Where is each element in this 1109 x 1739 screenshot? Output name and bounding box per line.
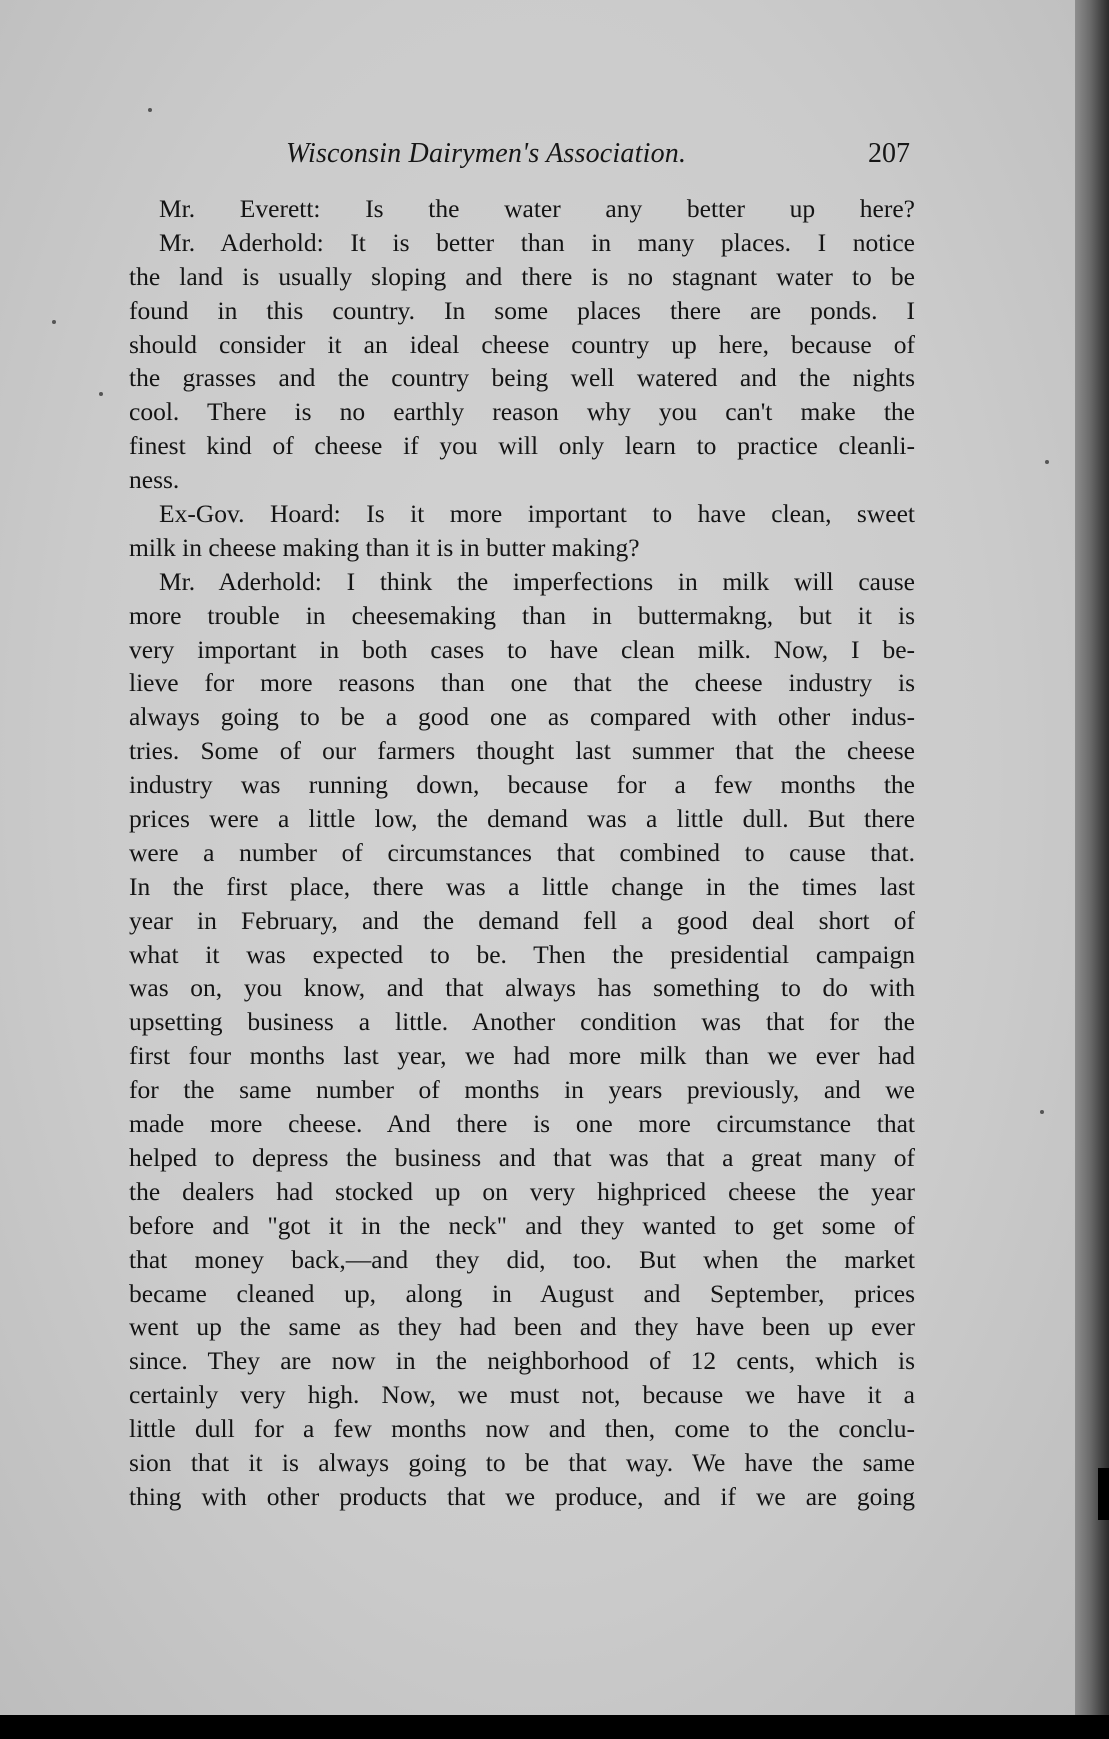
text-line: that money back,—and they did, too. But when the market — [129, 1244, 915, 1274]
text-line: the land is usually sloping and there is no stagnant water to be — [129, 261, 915, 291]
text-line: Mr. Aderhold: I think the imperfections in milk will cause — [159, 566, 915, 596]
text-line: found in this country. In some places there are ponds. I — [129, 295, 915, 325]
text-line: Ex-Gov. Hoard: Is it more important to have clean, sweet — [159, 499, 915, 529]
paper-speck — [148, 108, 152, 112]
text-line: should consider it an ideal cheese country up here, because of — [129, 329, 915, 359]
page-header — [128, 134, 910, 178]
text-line: tries. Some of our farmers thought last summer that the cheese — [129, 736, 915, 766]
text-line: cool. There is no earthly reason why you can't make the — [129, 397, 915, 427]
text-line: prices were a little low, the demand was a little dull. But there — [129, 804, 915, 834]
text-line: sion that it is always going to be that way. We have the same — [129, 1447, 915, 1477]
paper-speck — [52, 320, 56, 324]
running-head: Wisconsin Dairymen's Association. — [286, 138, 687, 169]
text-line: upsetting business a little. Another condition was that for the — [129, 1007, 915, 1037]
text-line: ness. — [129, 465, 180, 495]
text-line: In the first place, there was a little change in the times last — [129, 871, 915, 901]
text-line: first four months last year, we had more milk than we ever had — [129, 1041, 915, 1071]
text-line: the dealers had stocked up on very highpriced cheese the year — [129, 1176, 915, 1206]
text-line: was on, you know, and that always has something to do with — [129, 973, 915, 1003]
text-line: more trouble in cheesemaking than in buttermakng, but it is — [129, 600, 915, 630]
page-edge-tab — [1098, 1468, 1109, 1520]
page-edge-bottom — [0, 1715, 1109, 1739]
text-line: finest kind of cheese if you will only learn to practice cleanli- — [129, 431, 915, 461]
text-line: became cleaned up, along in August and September, prices — [129, 1278, 915, 1308]
paper-speck — [1040, 1110, 1044, 1114]
text-line: lieve for more reasons than one that the cheese industry is — [129, 668, 915, 698]
paper-speck — [99, 392, 103, 396]
text-line: Mr. Aderhold: It is better than in many places. I notice — [159, 227, 915, 257]
paper-speck — [1045, 460, 1049, 464]
text-line: since. They are now in the neighborhood of 12 cents, which is — [129, 1346, 915, 1376]
text-line: certainly very high. Now, we must not, because we have it a — [129, 1380, 915, 1410]
text-line: went up the same as they had been and they have been up ever — [129, 1312, 915, 1342]
text-line: helped to depress the business and that was that a great many of — [129, 1142, 915, 1172]
text-line: Mr. Everett: Is the water any better up here? — [159, 194, 915, 223]
text-line: what it was expected to be. Then the presidential campaign — [129, 939, 915, 969]
text-line: milk in cheese making than it is in butter making? — [129, 532, 640, 562]
text-line: thing with other products that we produce, and if we are going — [129, 1481, 915, 1511]
text-line: always going to be a good one as compared with other indus- — [129, 702, 915, 732]
text-line: were a number of circumstances that combined to cause that. — [129, 837, 915, 867]
text-line: the grasses and the country being well watered and the nights — [129, 363, 915, 393]
text-line: little dull for a few months now and then, come to the conclu- — [129, 1414, 915, 1444]
text-line: year in February, and the demand fell a good deal short of — [129, 905, 915, 935]
text-line: industry was running down, because for a few months the — [129, 770, 915, 800]
body-text — [129, 192, 915, 1514]
text-line: for the same number of months in years previously, and we — [129, 1075, 915, 1105]
text-line: very important in both cases to have clean milk. Now, I be- — [129, 634, 915, 664]
page-number: 207 — [868, 138, 910, 169]
text-line: made more cheese. And there is one more circumstance that — [129, 1109, 915, 1139]
text-line: before and "got it in the neck" and they wanted to get some of — [129, 1210, 915, 1240]
